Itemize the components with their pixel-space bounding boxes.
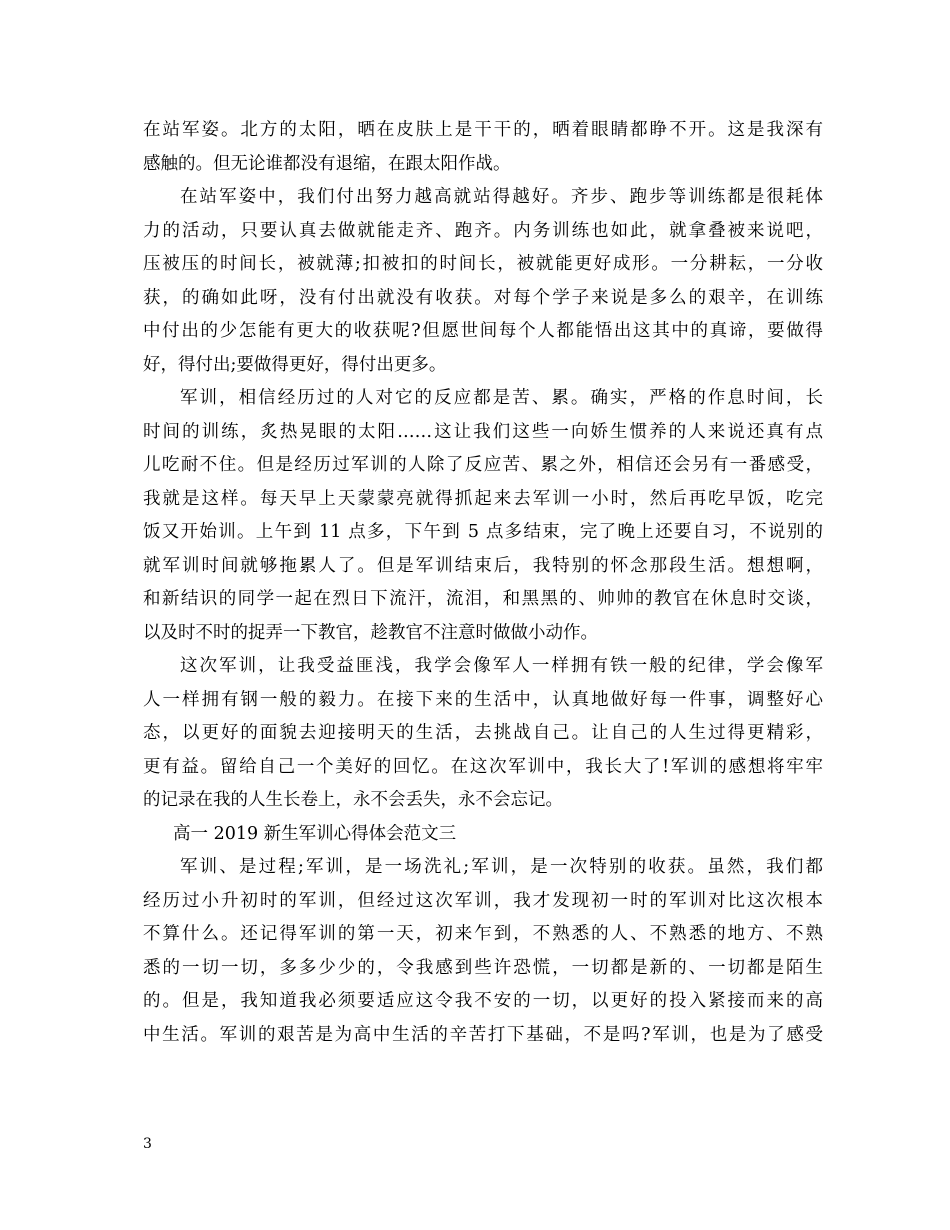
- text-line: 的记录在我的人生长卷上，永不会丢失，永不会忘记。: [143, 790, 563, 810]
- text-line: 人一样拥有钢一般的毅力。在接下来的生活中，认真地做好每一件事，调整好心: [143, 689, 823, 710]
- text-line: 儿吃耐不住。但是经历过军训的人除了反应苦、累之外，相信还会另有一番感受，: [143, 455, 823, 475]
- text-line: 的。但是，我知道我必须要适应这令我不安的一切，以更好的投入紧接而来的高: [143, 991, 823, 1011]
- paragraph: [143, 114, 823, 181]
- paragraph: [143, 851, 823, 1052]
- text-line: 和新结识的同学一起在烈日下流汗，流泪，和黑黑的、帅帅的教官在休息时交谈，: [143, 589, 823, 609]
- text-line: 不算什么。还记得军训的第一天，初来乍到，不熟悉的人、不熟悉的地方、不熟: [143, 924, 823, 944]
- text-line: 力的活动，只要认真去做就能走齐、跑齐。内务训练也如此，就拿叠被来说吧，: [143, 220, 823, 241]
- heading-text: 高一 2019 新生军训心得体会范文三: [173, 823, 457, 844]
- text-line: 以及时不时的捉弄一下教官，趁教官不注意时做做小动作。: [143, 622, 598, 643]
- text-line: 好，得付出;要做得更好，得付出更多。: [143, 354, 447, 375]
- text-line: 在站军姿。北方的太阳，晒在皮肤上是干干的，晒着眼睛都睁不开。这是我深有: [143, 120, 823, 140]
- text-line: 我就是这样。每天早上天蒙蒙亮就得抓起来去军训一小时，然后再吃早饭，吃完: [143, 488, 823, 509]
- text-line: 中生活。军训的艰苦是为高中生活的辛苦打下基础，不是吗?军训，也是为了感受: [143, 1024, 823, 1045]
- text-line: 军训、是过程;军训，是一场洗礼;军训，是一次特别的收获。虽然，我们都: [180, 857, 823, 877]
- text-line: 饭又开始训。上午到 11 点多，下午到 5 点多结束，完了晚上还要自习，不说别的: [143, 522, 823, 542]
- section-heading: [143, 818, 823, 852]
- paragraph: [143, 181, 823, 382]
- text-line: 时间的训练，炙热晃眼的太阳……这让我们这些一向娇生惯养的人来说还真有点: [143, 421, 823, 442]
- page-number: 3: [143, 1136, 152, 1152]
- paragraph: [143, 382, 823, 650]
- text-line: 感触的。但无论谁都没有退缩，在跟太阳作战。: [143, 153, 511, 174]
- paragraph: [143, 650, 823, 818]
- document-body: [143, 114, 823, 1052]
- text-line: 这次军训，让我受益匪浅，我学会像军人一样拥有铁一般的纪律，学会像军: [180, 656, 823, 676]
- text-line: 悉的一切一切，多多少少的，令我感到些许恐慌，一切都是新的、一切都是陌生: [143, 957, 823, 978]
- text-line: 更有益。留给自己一个美好的回忆。在这次军训中，我长大了!军训的感想将牢牢: [143, 756, 823, 777]
- text-line: 态，以更好的面貌去迎接明天的生活，去挑战自己。让自己的人生过得更精彩，: [143, 723, 823, 743]
- text-line: 在站军姿中，我们付出努力越高就站得越好。齐步、跑步等训练都是很耗体: [180, 187, 823, 207]
- text-line: 获，的确如此呀，没有付出就没有收获。对每个学子来说是多么的艰辛，在训练: [143, 287, 823, 308]
- text-line: 中付出的少怎能有更大的收获呢?但愿世间每个人都能悟出这其中的真谛，要做得: [143, 321, 823, 341]
- text-line: 军训，相信经历过的人对它的反应都是苦、累。确实，严格的作息时间，长: [180, 388, 823, 408]
- text-line: 就军训时间就够拖累人了。但是军训结束后，我特别的怀念那段生活。想想啊，: [143, 555, 823, 576]
- text-line: 经历过小升初时的军训，但经过这次军训，我才发现初一时的军训对比这次根本: [143, 890, 823, 911]
- text-line: 压被压的时间长，被就薄;扣被扣的时间长，被就能更好成形。一分耕耘，一分收: [143, 254, 823, 274]
